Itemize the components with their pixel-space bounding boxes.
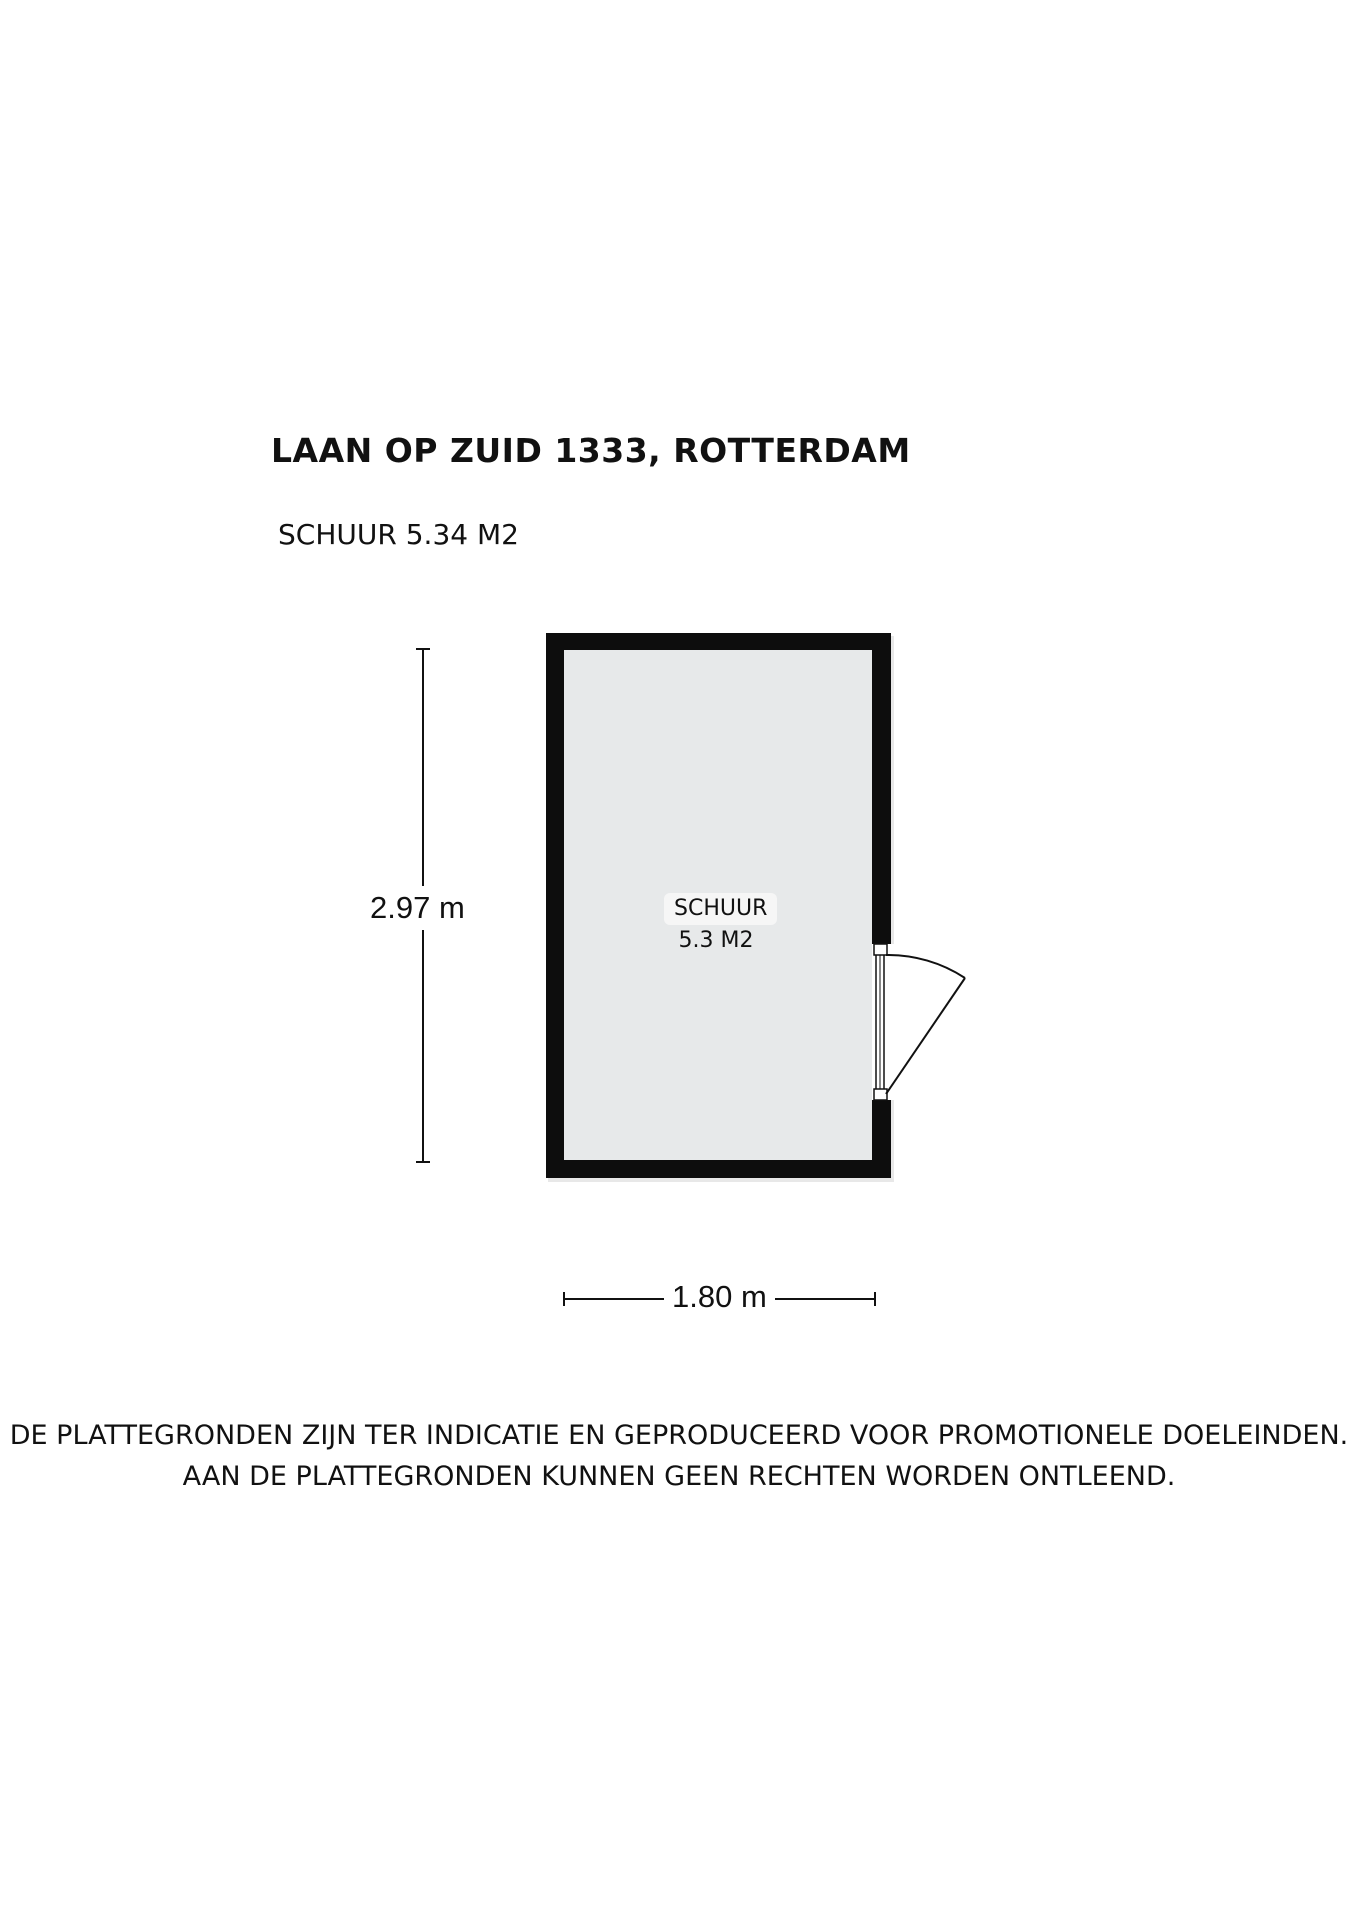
door-swing-arc [886, 955, 965, 978]
page-title: LAAN OP ZUID 1333, ROTTERDAM [271, 431, 911, 470]
door-jamb-top [874, 944, 887, 955]
page-subtitle: SCHUUR 5.34 M2 [278, 518, 519, 551]
door-jamb-bottom [874, 1089, 887, 1100]
room-label [664, 893, 768, 957]
door-leaf [886, 978, 965, 1094]
room-area: 5.3 M2 [678, 928, 754, 953]
disclaimer [0, 1415, 1358, 1497]
room-name: SCHUUR [664, 893, 777, 925]
width-dimension-label: 1.80 m [664, 1279, 775, 1315]
disclaimer-line-1: DE PLATTEGRONDEN ZIJN TER INDICATIE EN GEPRODUCEERD VOOR PROMOTIONELE DOELEINDEN. [9, 1420, 1349, 1451]
disclaimer-line-2: AAN DE PLATTEGRONDEN KUNNEN GEEN RECHTEN WORDEN ONTLEEND. [182, 1461, 1176, 1492]
height-dimension-label: 2.97 m [368, 886, 467, 930]
